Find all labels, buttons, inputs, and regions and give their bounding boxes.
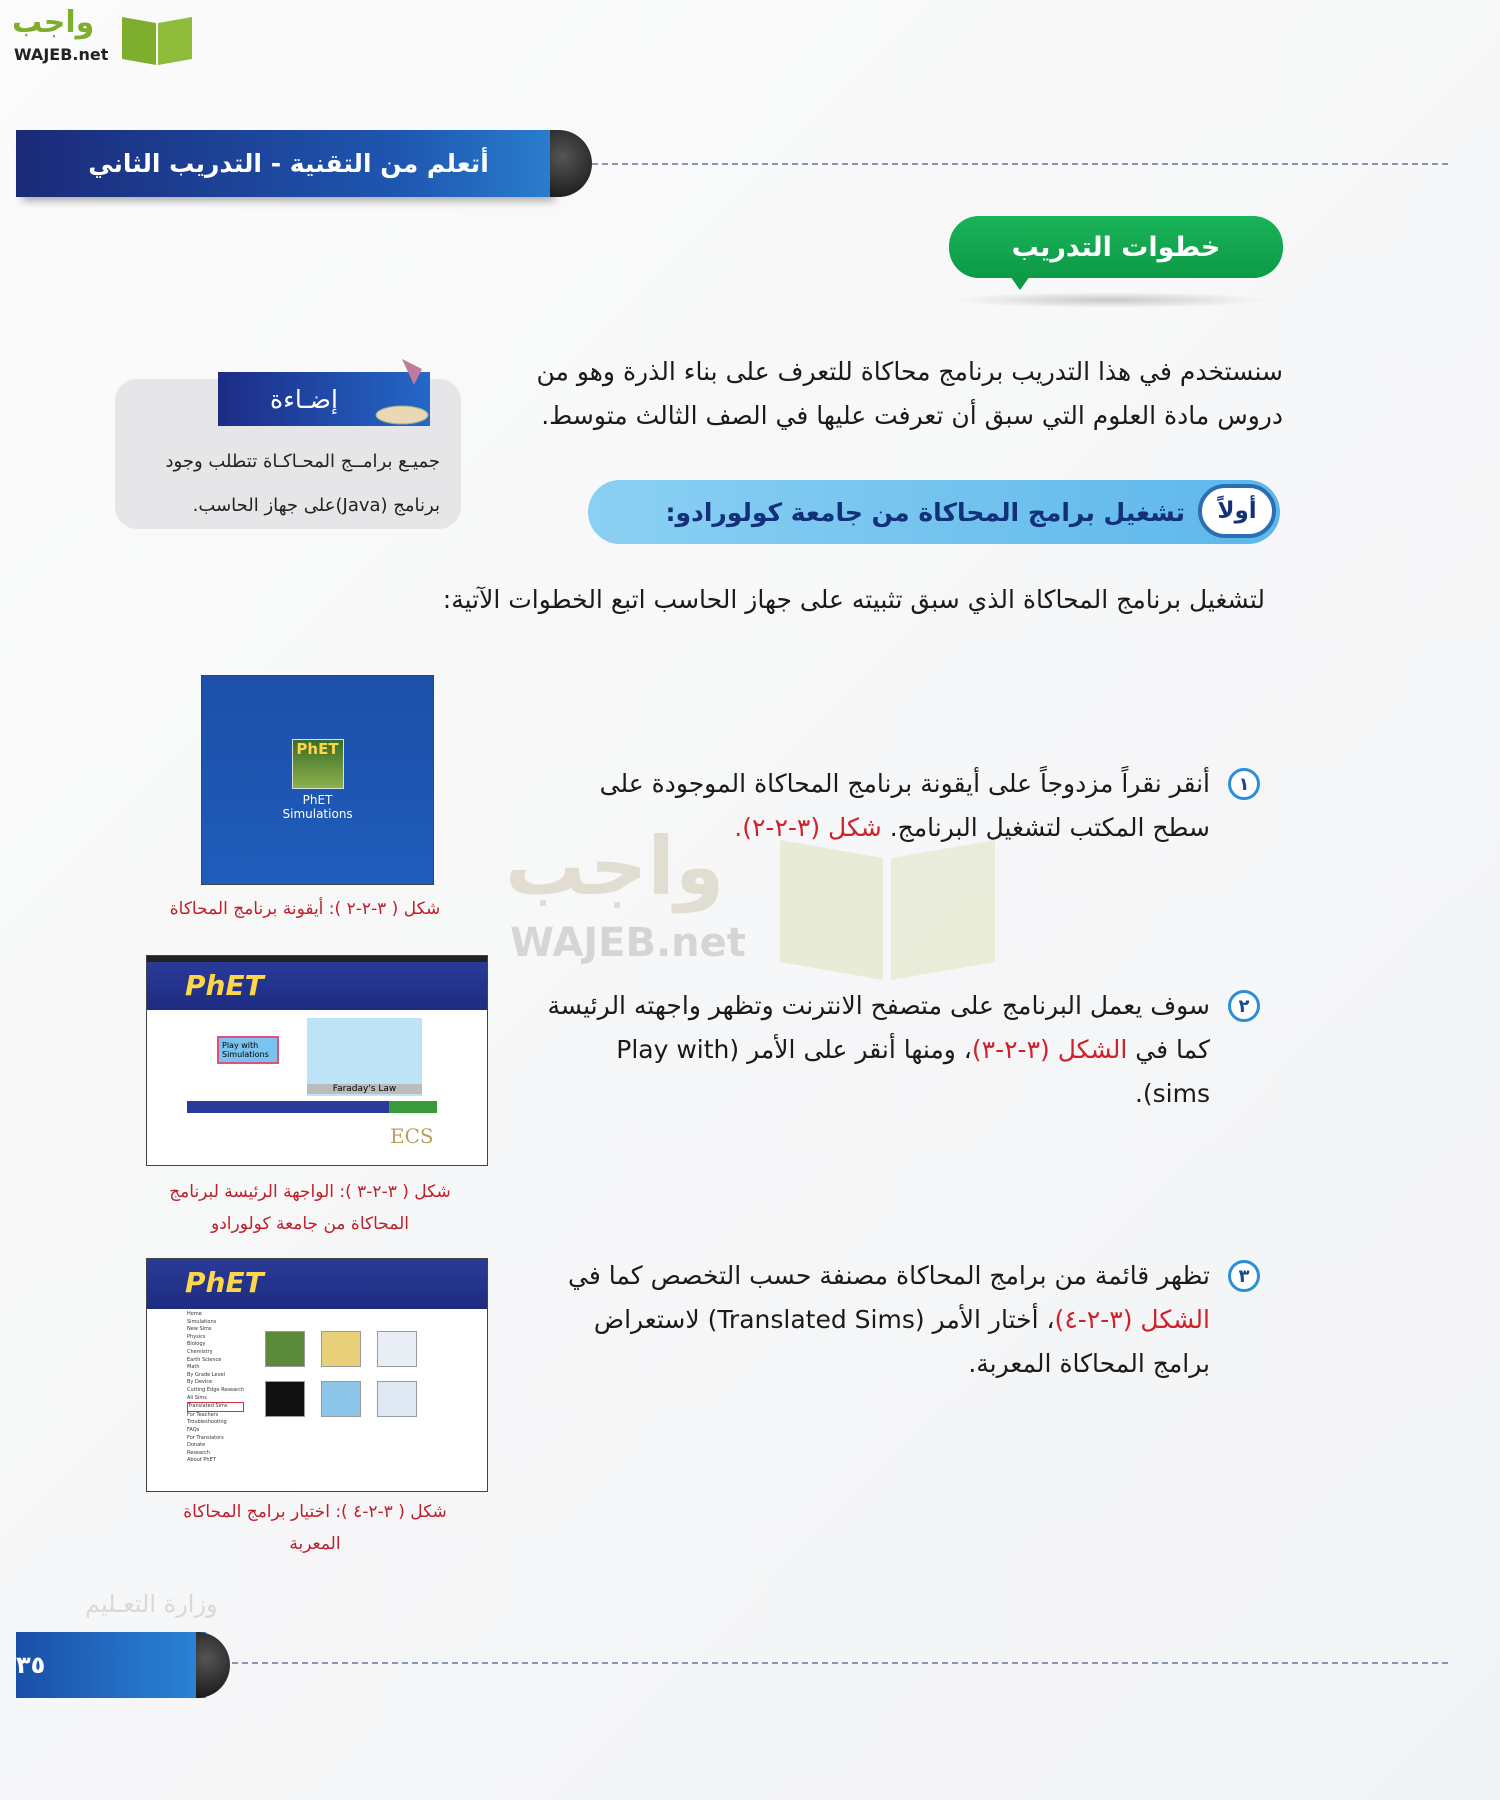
figure-1-caption: شكل ( ٣-٢-٢ ): أيقونة برنامج المحاكاة <box>169 899 441 919</box>
sims-menu-item[interactable]: Simulations <box>187 1318 217 1325</box>
sims-menu-item[interactable]: About PhET <box>187 1457 216 1464</box>
ministry-logo: وزارة التعـليم <box>85 1590 218 1618</box>
section-title-label: تشغيل برامج المحاكاة من جامعة كولورادو: <box>665 497 1185 527</box>
step-3-body: تظهر قائمة من برامج المحاكاة مصنفة حسب التخصص كما في <box>567 1261 1210 1290</box>
header-title: أتعلم من التقنية - التدريب الثاني <box>88 149 489 178</box>
figure-3-caption: شكل ( ٣-٢-٤ ): اختيار برامج المحاكاة المعربة <box>183 1502 447 1554</box>
sponsor-logo: ECS <box>390 1124 434 1148</box>
step-2-text <box>540 984 1210 1116</box>
steps-badge-label: خطوات التدريب <box>1011 231 1221 263</box>
logo-arabic: واجب <box>12 5 95 40</box>
sims-menu-item[interactable]: Earth Science <box>187 1356 222 1363</box>
phet-brand: PhET <box>185 969 264 1002</box>
phet-icon-label: PhET <box>296 740 339 758</box>
sims-menu-item[interactable]: Donate <box>187 1442 206 1449</box>
sims-menu-item[interactable]: Research <box>187 1449 210 1456</box>
tip-text: جميـع برامــج المحـاكـاة تتطلب وجود برنامج (Java)على جهاز الحاسب. <box>165 451 440 516</box>
sims-menu-item[interactable]: By Device <box>187 1379 213 1386</box>
sims-menu-item[interactable]: Math <box>187 1364 200 1371</box>
step-2-body: سوف يعمل البرنامج على متصفح الانترنت وتظهر واجهته الرئيسة كما في <box>547 991 1210 1064</box>
tip-title-label: إضـاءة <box>270 384 338 414</box>
play-with-sims-button[interactable]: Play with Simulations <box>217 1036 279 1064</box>
divider <box>592 163 1448 165</box>
header-cap <box>550 130 592 197</box>
instruction-text: لتشغيل برنامج المحاكاة الذي سبق تثبيته على جهاز الحاسب اتبع الخطوات الآتية: <box>442 585 1265 614</box>
sim-thumbnails <box>265 1331 435 1417</box>
phet-brand-bar <box>147 962 487 1010</box>
sims-menu-item[interactable]: By Grade Level <box>187 1371 226 1378</box>
section-number <box>1198 484 1276 538</box>
sim-preview-title: Faraday's Law <box>307 1084 422 1094</box>
step-3-text <box>540 1254 1210 1386</box>
sims-menu-item[interactable]: Troubleshooting <box>187 1419 227 1426</box>
lamp-book-icon <box>372 355 434 427</box>
figure-phet-icon <box>201 675 434 885</box>
step-1-ref: شكل (٣-٢-٢). <box>734 813 882 842</box>
figure-phet-homepage <box>146 955 488 1166</box>
section-title <box>640 480 1185 544</box>
badge-tail <box>1010 276 1030 290</box>
book-icon <box>118 11 196 67</box>
page-number: ٣٥ <box>16 1651 46 1679</box>
figure-phet-sims-list <box>146 1258 488 1492</box>
phet-desktop-icon[interactable] <box>292 739 344 789</box>
footer-cap <box>196 1632 230 1698</box>
sims-menu-item[interactable]: Home <box>187 1311 202 1317</box>
sims-menu-item[interactable]: Biology <box>187 1341 206 1348</box>
sims-menu-item[interactable]: Translated Sims <box>187 1402 244 1412</box>
sims-menu-item[interactable]: Chemistry <box>187 1348 213 1355</box>
step-3-body-end: ، أختار الأمر (Translated Sims) لاستعراض برامج المحاكاة المعربة. <box>593 1305 1210 1378</box>
sim-thumbnail[interactable] <box>321 1381 361 1417</box>
sim-thumbnail[interactable] <box>265 1381 305 1417</box>
sims-menu-item[interactable]: Cutting Edge Research <box>187 1386 245 1393</box>
intro-paragraph: سنستخدم في هذا التدريب برنامج محاكاة للتعرف على بناء الذرة وهو من دروس مادة العلوم التي سبق أن تعرفت عليها في الصف الثالث متوسط. <box>536 357 1283 430</box>
badge-shadow <box>950 292 1270 308</box>
step-2-ref: الشكل (٣-٢-٣) <box>971 1035 1128 1064</box>
phet-brand-bar <box>147 1259 487 1309</box>
phet-brand: PhET <box>185 1266 264 1299</box>
sims-menu-item[interactable]: For Translators <box>187 1434 224 1441</box>
step-3-number: ٣ <box>1228 1260 1260 1292</box>
wajeb-watermark: واجب WAJEB.net <box>505 820 1005 980</box>
step-2-body-end: ، ومنها أنقر على الأمر (Play with sims). <box>616 1035 1210 1108</box>
step-3-ref: الشكل (٣-٢-٤) <box>1054 1305 1210 1334</box>
sims-menu-item[interactable]: Physics <box>187 1333 206 1340</box>
sims-menu-item[interactable]: New Sims <box>187 1326 212 1333</box>
steps-badge <box>949 216 1283 278</box>
sims-menu-item[interactable]: FAQs <box>187 1426 200 1433</box>
lesson-header <box>16 130 561 197</box>
sim-thumbnail[interactable] <box>265 1331 305 1367</box>
step-2-number: ٢ <box>1228 990 1260 1022</box>
footer-divider <box>232 1662 1448 1664</box>
sims-menu <box>187 1311 244 1465</box>
sponsor-bar <box>389 1101 437 1113</box>
step-1-body: أنقر نقراً مزدوجاً على أيقونة برنامج المحاكاة الموجودة على سطح المكتب لتشغيل البرنامج. <box>599 769 1210 842</box>
figure-2-caption: شكل ( ٣-٢-٣ ): الواجهة الرئيسة لبرنامج المحاكاة من جامعة كولورادو <box>169 1182 451 1234</box>
wajeb-logo[interactable] <box>10 5 190 67</box>
sim-thumbnail[interactable] <box>377 1381 417 1417</box>
page-number-tab <box>16 1632 206 1698</box>
section-number-label: أولاً <box>1217 498 1257 524</box>
sims-menu-item[interactable]: For Teachers <box>187 1411 219 1418</box>
logo-latin: WAJEB.net <box>14 45 109 64</box>
step-1-number: ١ <box>1228 768 1260 800</box>
sim-thumbnail[interactable] <box>321 1331 361 1367</box>
phet-icon-caption: PhET Simulations <box>282 793 353 821</box>
sim-thumbnail[interactable] <box>377 1331 417 1367</box>
sims-menu-item[interactable]: All Sims <box>187 1394 207 1401</box>
